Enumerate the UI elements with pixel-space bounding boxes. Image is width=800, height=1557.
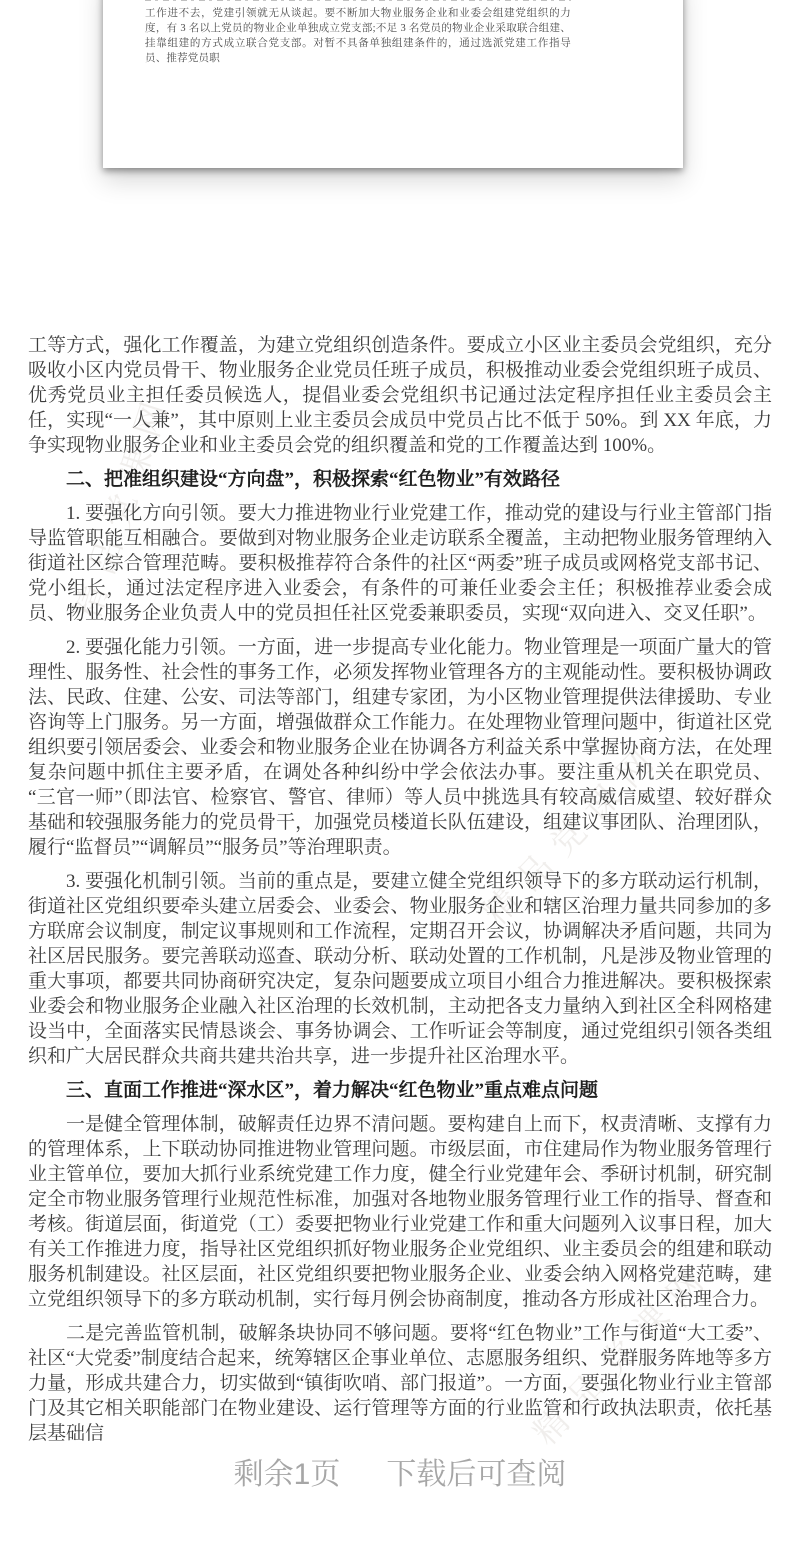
- download-to-view-hint: 下载后可查阅: [386, 1458, 567, 1491]
- paragraph: 二是完善监管机制，破解条块协同不够问题。要将“红色物业”工作与街道“大工委”、社区“大党委”制度结合起来，统筹辖区企事业单位、志愿服务组织、党群服务阵地等多方力量，形成共建合力，切实做到“镇街吹哨、部门报道”。一方面，要强化物业行业主管部门及其它相关职能部门在物业建设、运行管理等方面的行业监管和行政执法职责，依托基层基础信: [28, 1323, 772, 1444]
- document-page-preview: [103, 0, 683, 168]
- clipped-text-line: [145, 0, 571, 1]
- paragraph: 3. 要强化机制引领。当前的重点是，要建立健全党组织领导下的多方联动运行机制，街道社区党组织要牵头建立居委会、业委会、物业服务企业和辖区治理力量共同参加的多方联席会议制度，制定议事规则和工作流程，定期召开会议，协调解决矛盾问题，共同为社区居民服务。要完善联动巡查、联动分析、联动处置的工作机制，凡是涉及物业管理的重大事项，都要共同协商研究决定，复杂问题要成立项目小组合力推进解决。要积极探索业委会和物业服务企业融入社区治理的长效机制，主动把各支力量纳入到社区全科网格建设当中，全面落实民情恳谈会、事务协调会、工作听证会等制度，通过党组织引领各类组织和广大居民群众共商共建共治共享，进一步提升社区治理水平。: [28, 871, 772, 1067]
- watermark-text: 精品党课网: [527, 1254, 721, 1453]
- paragraph: 一是健全管理体制，破解责任边界不清问题。要构建自上而下，权责清晰、支撑有力的管理体系，上下联动协同推进物业管理问题。市级层面，市住建局作为物业服务管理行业主管单位，要加大抓行业系统党建工作力度，健全行业党建年会、季研讨机制，研究制定全市物业服务管理行业规范性标准，加强对各地物业服务管理行业工作的指导、督查和考核。街道层面，街道党（工）委要把物业行业党建工作和重大问题列入议事日程，加大有关工作推进力度，指导社区党组织抓好物业服务企业党组织、业主委员会的组建和联动服务机制建设。社区层面，社区党组织要把物业服务企业、业委会纳入网格党建范畴，建立党组织领导下的多方联动机制，实行每月例会协商制度，推动各方形成社区治理合力。: [28, 1114, 772, 1310]
- intro-paragraph: 工等方式，强化工作覆盖，为建立党组织创造条件。要成立小区业主委员会党组织，充分吸收小区内党员骨干、物业服务企业党员任班子成员，积极推动业委会党组织班子成员、优秀党员业主担任委员候选人，提倡业委会党组织书记通过法定程序担任业主委员会主任，实现“一人兼”，其中原则上业主委员会成员中党员占比不低于 50%。到 XX 年底，力争实现物业服务企业和业主委员会党的组织覆盖和党的工作覆盖达到 100%。: [28, 335, 772, 456]
- section-heading-2: 二、把准组织建设“方向盘”，积极探索“红色物业”有效路径: [66, 469, 561, 490]
- remaining-pages-count: 剩余1页: [233, 1458, 341, 1491]
- page-preview-text: [103, 0, 571, 66]
- watermark-text: 精品党课网: [477, 734, 671, 933]
- document-body: [28, 333, 772, 1455]
- paragraph: 2. 要强化能力引领。一方面，进一步提高专业化能力。物业管理是一项面广量大的管理性、服务性、社会性的事务工作，必须发挥物业管理各方的主观能动性。要积极协调政法、民政、住建、公安、司法等部门，组建专家团，为小区物业管理提供法律援助、专业咨询等上门服务。另一方面，增强做群众工作能力。在处理物业管理问题中，街道社区党组织要引领居委会、业委会和物业服务企业在协调各方利益关系中掌握协商方法，在处理复杂问题中抓住主要矛盾，在调处各种纠纷中学会依法办事。要注重从机关在职党员、“三官一师”（即法官、检察官、警官、律师）等人员中挑选具有较高威信威望、较好群众基础和较强服务能力的党员骨干，加强党员楼道长队伍建设，组建议事团队、治理团队，履行“监督员”“调解员”“服务员”等治理职责。: [28, 637, 772, 858]
- page-preview-paragraph: 工作进不去，党建引领就无从谈起。要不断加大物业服务企业和业委会组建党组织的力度，有 3 名以上党员的物业企业单独成立党支部;不足 3 名党员的物业企业采取联合组建、挂靠组建的方式成立联合党支部。对暂不具备单独组建条件的，通过选派党建工作指导员、推荐党员职: [145, 8, 571, 64]
- paragraph: 1. 要强化方向引领。要大力推进物业行业党建工作，推动党的建设与行业主管部门指导监管职能互相融合。要做到对物业服务企业走访联系全覆盖，主动把物业服务管理纳入街道社区综合管理范畴。要积极推荐符合条件的社区“两委”班子成员或网格党支部书记、党小组长，通过法定程序进入业委会，有条件的可兼任业委会主任；积极推荐业委会成员、物业服务企业负责人中的党员担任社区党委兼职委员，实现“双向进入、交叉任职”。: [28, 503, 772, 624]
- section-heading-3: 三、直面工作推进“深水区”，着力解决“红色物业”重点难点问题: [66, 1080, 599, 1101]
- watermark-text: 精品党课网: [69, 384, 179, 625]
- remaining-pages-hint: [0, 1456, 800, 1494]
